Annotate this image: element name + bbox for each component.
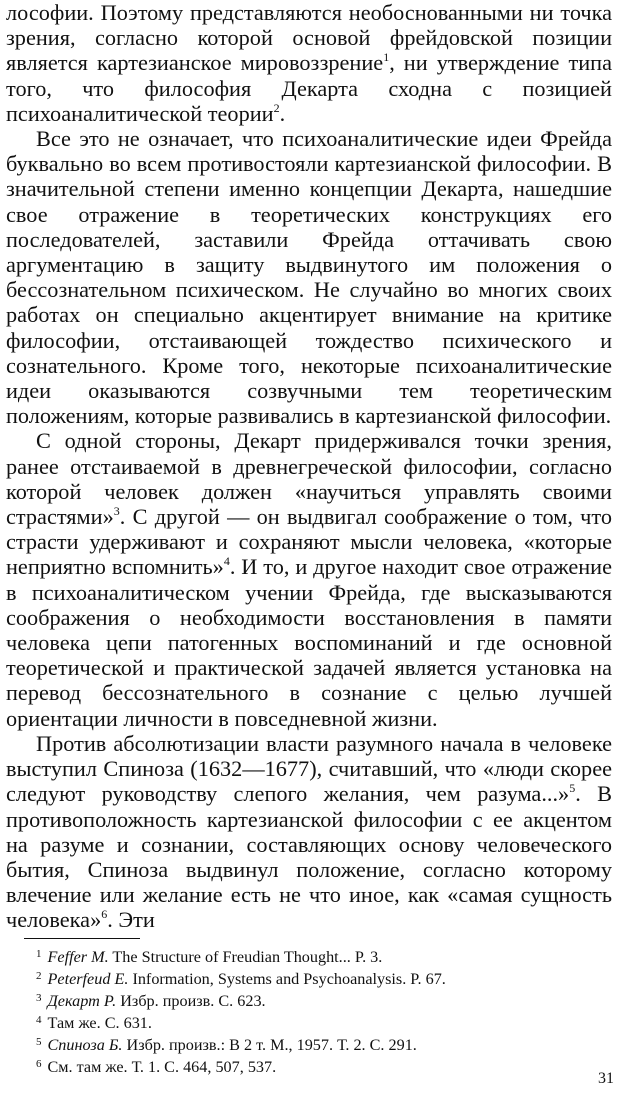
footnote-author: Декарт Р. [47,992,117,1010]
main-text [6,0,612,933]
paragraph-text: лософии. Поэтому представляются необоснованными ни точка зрения, согласно которой основой фрейдовской позиции является картезианское мировоззрение [6,0,612,76]
footnote-author: Peterfeud E. [47,970,129,988]
paragraph-text: Против абсолютизации власти разумного начала в человеке выступил Спиноза (1632—1677), считавший, что «люди скорее следуют руководству слепого желания, чем разума...» [6,730,612,807]
footnote [36,967,612,989]
footnote [36,945,612,967]
footnote-text: Information, Systems and Psychoanalysis. P. 67. [132,970,446,988]
footnotes [36,945,612,1077]
footnote-ref: 3 [113,504,120,519]
footnote-ref: 5 [569,781,576,796]
paragraph [6,428,612,730]
footnote [36,1033,612,1055]
footnote-ref: 1 [383,50,390,65]
footnote [36,989,612,1011]
paragraph-text: . В противоположность картезианской философии с ее акцентом на разуме и сознании, составляющих основу человеческого бытия, Спиноза выдвинул положение, согласно которому влечение или желание есть не что иное, как «самая сущность человека» [6,781,612,933]
paragraph-text: . С другой — он выдвигал соображение о том, что страсти удерживают и сохраняют мысли человека, «которые неприятно вспомнить» [6,504,612,580]
footnote [36,1055,612,1077]
footnote-number: 4 [36,1014,42,1026]
footnote-ref: 6 [101,907,108,922]
paragraph [6,0,612,126]
page-number: 31 [598,1070,614,1087]
footnote [36,1011,612,1033]
footnote-divider [24,938,140,939]
paragraph-text: С одной стороны, Декарт придерживался точки зрения, ранее отстаиваемой в древнегреческой философии, согласно которой человек должен «научиться управлять своими страстями» [6,428,612,530]
footnote-number: 5 [36,1036,42,1048]
paragraph [6,731,612,933]
paragraph-text: . И то, и другое находит свое отражение в психоаналитическом учении Фрейда, где высказываются соображения о необходимости восстановления в памяти человека цепи патогенных воспоминаний и где основной теоретической и практической задачей является установка на перевод бессознательного в сознание с целью лучшей ориентации личности в повседневной жизни. [6,554,613,731]
paragraph-text: Все это не означает, что психоаналитические идеи Фрейда буквально во всем противостояли картезианской философии. В значительной степени именно концепции Декарта, нашедшие свое отражение в теоретических конструкциях его последователей, заставили Фрейда оттачивать свою аргументацию в защиту выдвинутого им положения о бессознательном психическом. Не случайно во многих своих работах он специально акцентирует внимание на критике философии, отстаивающей тождество психического и сознательного. Кроме того, некоторые психоаналитические идеи оказываются созвучными тем теоретическим положениям, которые развивались в картезианской философии. [6,126,612,429]
footnote-author: Спиноза Б. [47,1036,123,1054]
footnote-text: Избр. произв.: В 2 т. М., 1957. Т. 2. С. 291. [126,1036,417,1054]
footnote-number: 3 [36,992,42,1004]
paragraph-text: . Эти [107,907,155,933]
footnote-author: Feffer M. [47,948,109,966]
footnote-number: 2 [36,970,42,982]
footnote-text: The Structure of Freudian Thought... P. 3. [112,948,383,966]
footnote-text: См. там же. Т. 1. С. 464, 507, 537. [47,1058,277,1076]
footnote-ref: 2 [273,100,280,115]
footnote-ref: 4 [223,554,230,569]
paragraph-text: , ни утверждение типа того, что философия Декарта сходна с позицией психоаналитической теории [6,50,612,126]
footnote-number: 6 [36,1058,42,1070]
footnote-text: Избр. произв. С. 623. [120,992,266,1010]
footnote-number: 1 [36,948,42,960]
paragraph-text: . [279,100,286,126]
page-body [6,0,612,933]
footnote-text: Там же. С. 631. [47,1014,152,1032]
paragraph [6,126,612,428]
